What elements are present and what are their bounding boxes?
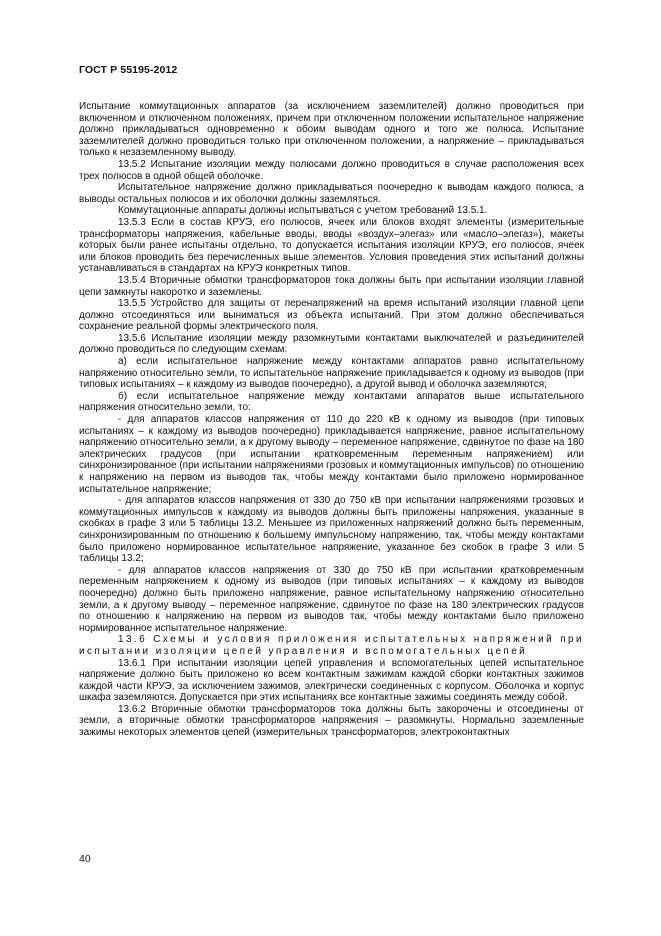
- paragraph: 13.5.4 Вторичные обмотки трансформаторов тока должны быть при испытании изоляции главной цепи замкнуты накоротко и заземлены.: [79, 274, 584, 298]
- page-number: 40: [79, 853, 91, 865]
- list-item: а) если испытательное напряжение между контактами аппаратов равно испытательному напряжению относительно земли, то испытательное напряжение прикладывается к одному из выводов (при типовых испытаниях – к каждому из выводов поочередно), а другой вывод и оболочка заземляются;: [79, 356, 584, 391]
- paragraph: 13.5.5 Устройство для защиты от перенапряжений на время испытаний изоляции главной цепи должно отсоединяться или выниматься из объекта испытаний. При этом должно обеспечиваться сохранение реальной формы электрического поля.: [79, 298, 584, 333]
- list-item: - для аппаратов классов напряжения от 330 до 750 кВ при испытании напряжениями грозовых и коммутационных импульсов к каждому из выводов должны быть приложены напряжения, указанные в скобках в графе 3 или 5 таблицы 13.2. Меньшее из приложенных напряжений должно быть переменным, синхронизированным по отношению к большему импульсному напряжению, так, чтобы между контактами было приложено нормированное испытательное напряжение, указанное без скобок в графе 3 или 5 таблицы 13.2;: [79, 495, 584, 565]
- section-heading: 13.6 Схемы и условия приложения испытательных напряжений при испытании изоляции цепей управления и вспомогательных цепей: [79, 634, 584, 657]
- paragraph: 13.5.6 Испытание изоляции между разомкнутыми контактами выключателей и разъединителей должно проводиться по следующим схемам:: [79, 332, 584, 356]
- paragraph: 13.6.1 При испытании изоляции цепей управления и вспомогательных цепей испытательное напряжение должно быть приложено ко всем контактным зажимам каждой сборки контактных зажимов каждой части КРУЭ, за исключением зажимов, электрически соединенных с корпусом. Оболочка и корпус шкафа заземляются. Допускается при этих испытаниях все контактные зажимы соединять между собой.: [79, 657, 584, 704]
- paragraph: Коммутационные аппараты должны испытываться с учетом требований 13.5.1.: [118, 205, 488, 217]
- paragraph: 13.5.3 Если в состав КРУЭ, его полюсов, ячеек или блоков входят элементы (измерительные трансформаторы напряжения, кабельные вводы, вводы «воздух–элегаз» или «масло–элегаз»), макеты которых были ранее испытаны отдельно, то допускается испытания изоляции КРУЭ, его полюсов, ячеек или блоков проводить без перечисленных выше элементов. Условия проведения этих испытаний должны устанавливаться в стандартах на КРУЭ конкретных типов.: [79, 216, 584, 275]
- document-header: ГОСТ Р 55195-2012: [79, 64, 178, 76]
- list-item: б) если испытательное напряжение между контактами аппаратов выше испытательного напряжения относительно земли, то:: [79, 390, 584, 414]
- paragraph: Испытательное напряжение должно прикладываться поочередно к выводам каждого полюса, а выводы остальных полюсов и их оболочки должны заземляться.: [79, 182, 584, 205]
- paragraph: 13.5.2 Испытание изоляции между полюсами должно проводиться в случае расположения всех трех полюсов в одной общей оболочке.: [79, 158, 584, 182]
- list-item: - для аппаратов классов напряжения от 330 до 750 кВ при испытании кратковременным переменным напряжением к одному из выводов (при типовых испытаниях – к каждому из выводов поочередно) должно быть приложено напряжение, равное испытательному напряжению относительно земли, а к другому выводу – переменное напряжение, сдвинутое по фазе на 180 электрических градусов по отношению к напряжению на первом из выводов так, чтобы между контактами было приложено нормированное испытательное напряжение.: [79, 564, 584, 634]
- document-body: [79, 101, 584, 739]
- paragraph: 13.6.2 Вторичные обмотки трансформаторов тока должны быть закорочены и отсоединены от земли, а вторичные обмотки трансформаторов напряжения – разомкнуты. Нормально заземленные зажимы некоторых элементов цепей (измерительных трансформаторов, электроконтактных: [79, 703, 584, 739]
- paragraph: Испытание коммутационных аппаратов (за исключением заземлителей) должно проводиться при включенном и отключенном положениях, причем при отключенном положении испытательное напряжение должно прикладываться одновременно к обоим выводам одного и того же полюса. Испытание заземлителей должно проводиться только при отключенном положении, а напряжение – прикладываться только к незаземленному выводу.: [79, 101, 584, 159]
- list-item: - для аппаратов классов напряжения от 110 до 220 кВ к одному из выводов (при типовых испытаниях – к каждому из выводов поочередно) прикладывается напряжение, равное испытательному напряжению относительно земли, а к другому выводу – переменное напряжение, сдвинутое по фазе на 180 электрических градусов (при испытании кратковременным переменным напряжением) или синхронизированное (при испытании напряжениями грозовых и коммутационных импульсов) по отношению к напряжению на первом из выводов так, чтобы между контактами было приложено нормированное испытательное напряжение;: [79, 414, 584, 495]
